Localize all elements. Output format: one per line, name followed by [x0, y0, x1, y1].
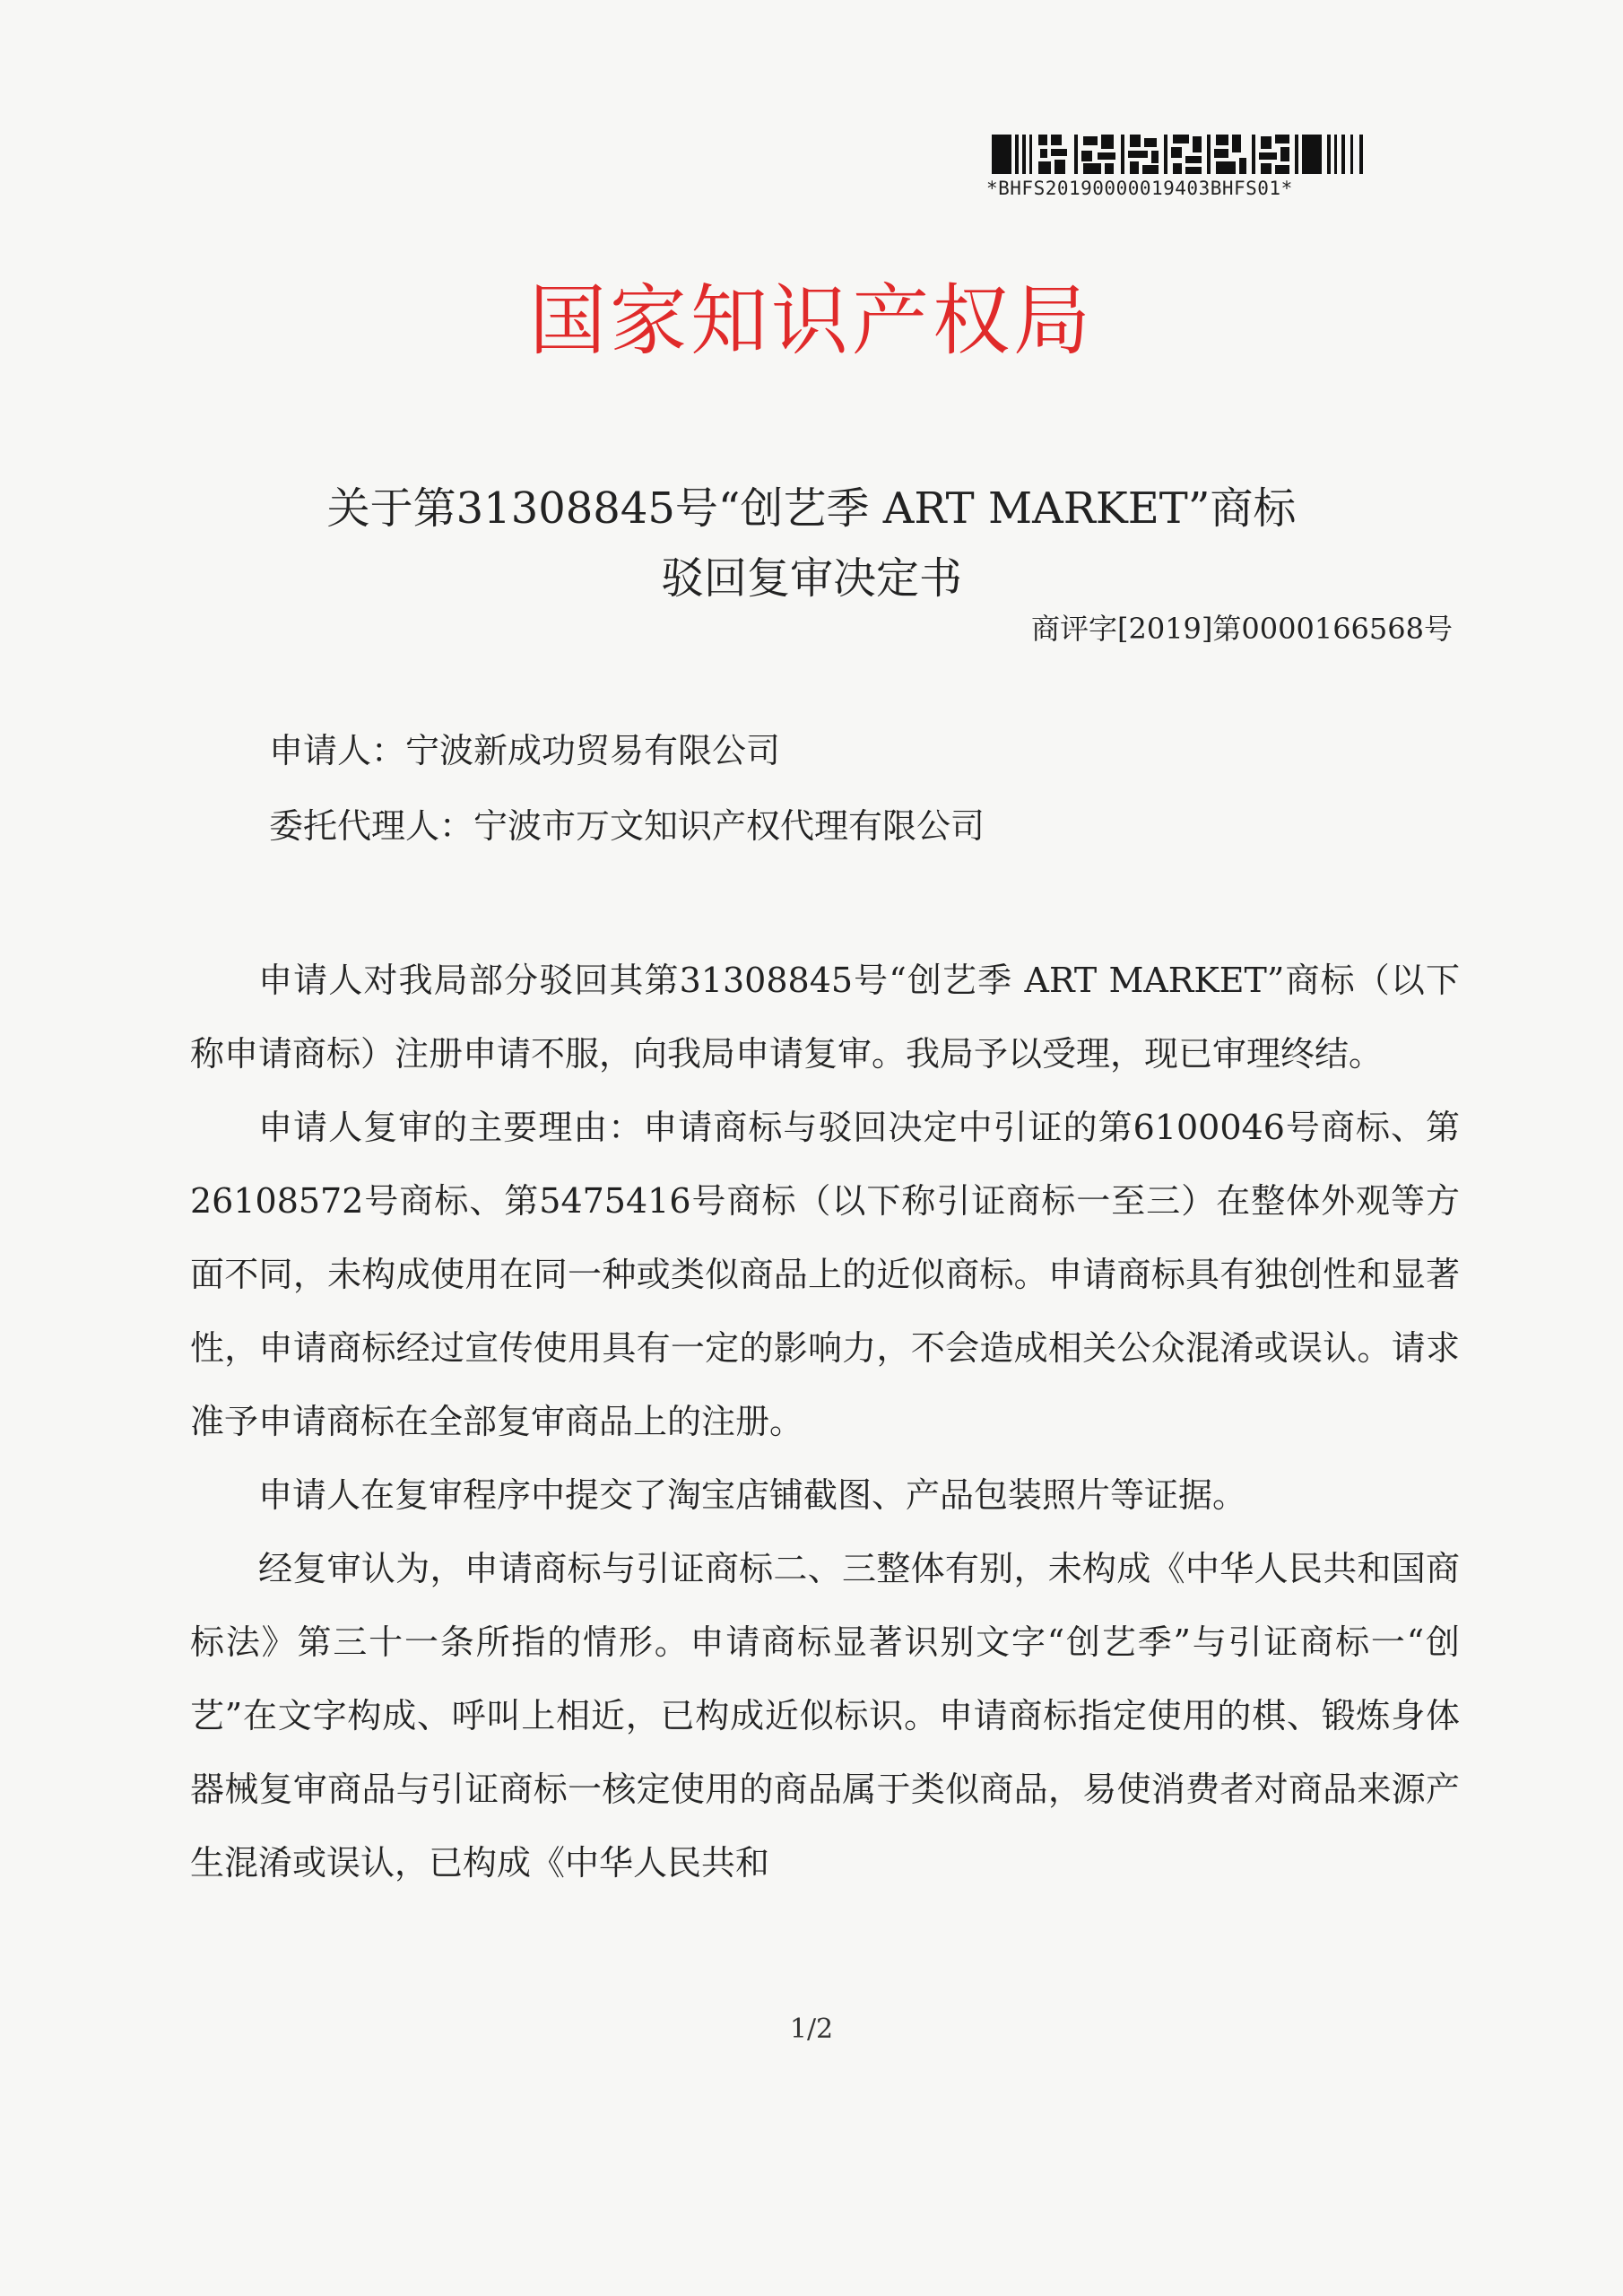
applicant-line: 申请人：宁波新成功贸易有限公司	[269, 731, 781, 770]
body-paragraph-4: 经复审认为，申请商标与引证商标二、三整体有别，未构成《中华人民共和国商标法》第三十一条所指的情形。申请商标显著识别文字“创艺季”与引证商标一“创艺”在文字构成、呼叫上相近，已构成近似标识。申请商标指定使用的棋、锻炼身体器械复审商品与引证商标一核定使用的商品属于类似商品，易使消费者对商品来源产生混淆或误认，已构成《中华人民共和	[190, 1549, 1460, 1883]
page-number: 1/2	[789, 2013, 834, 2045]
barcode-number: *BHFS20190000019403BHFS01*	[986, 178, 1293, 199]
document-title	[0, 474, 1623, 613]
document-title-line-2: 驳回复审决定书	[660, 553, 962, 604]
document-reference-number: 商评字[2019]第0000166568号	[1030, 612, 1453, 646]
barcode-block	[986, 133, 1399, 199]
decision-body	[190, 944, 1460, 1900]
body-paragraph-3: 申请人在复审程序中提交了淘宝店铺截图、产品包装照片等证据。	[258, 1475, 1247, 1515]
barcode-graphic	[992, 133, 1386, 176]
document-title-line-1: 关于第31308845号“创艺季 ART MARKET”商标	[326, 483, 1297, 534]
agent-line: 委托代理人：宁波市万文知识产权代理有限公司	[269, 806, 985, 846]
body-paragraph-2: 申请人复审的主要理由：申请商标与驳回决定中引证的第6100046号商标、第26108572号商标、第5475416号商标（以下称引证商标一至三）在整体外观等方面不同，未构成使用在同一种或类似商品上的近似商标。申请商标具有独创性和显著性，申请商标经过宣传使用具有一定的影响力，不会造成相关公众混淆或误认。请求准予申请商标在全部复审商品上的注册。	[190, 1108, 1460, 1441]
body-paragraph-1: 申请人对我局部分驳回其第31308845号“创艺季 ART MARKET”商标（以下称申请商标）注册申请不服，向我局申请复审。我局予以受理，现已审理终结。	[190, 961, 1460, 1074]
issuing-office-name: 国家知识产权局	[529, 276, 1094, 366]
